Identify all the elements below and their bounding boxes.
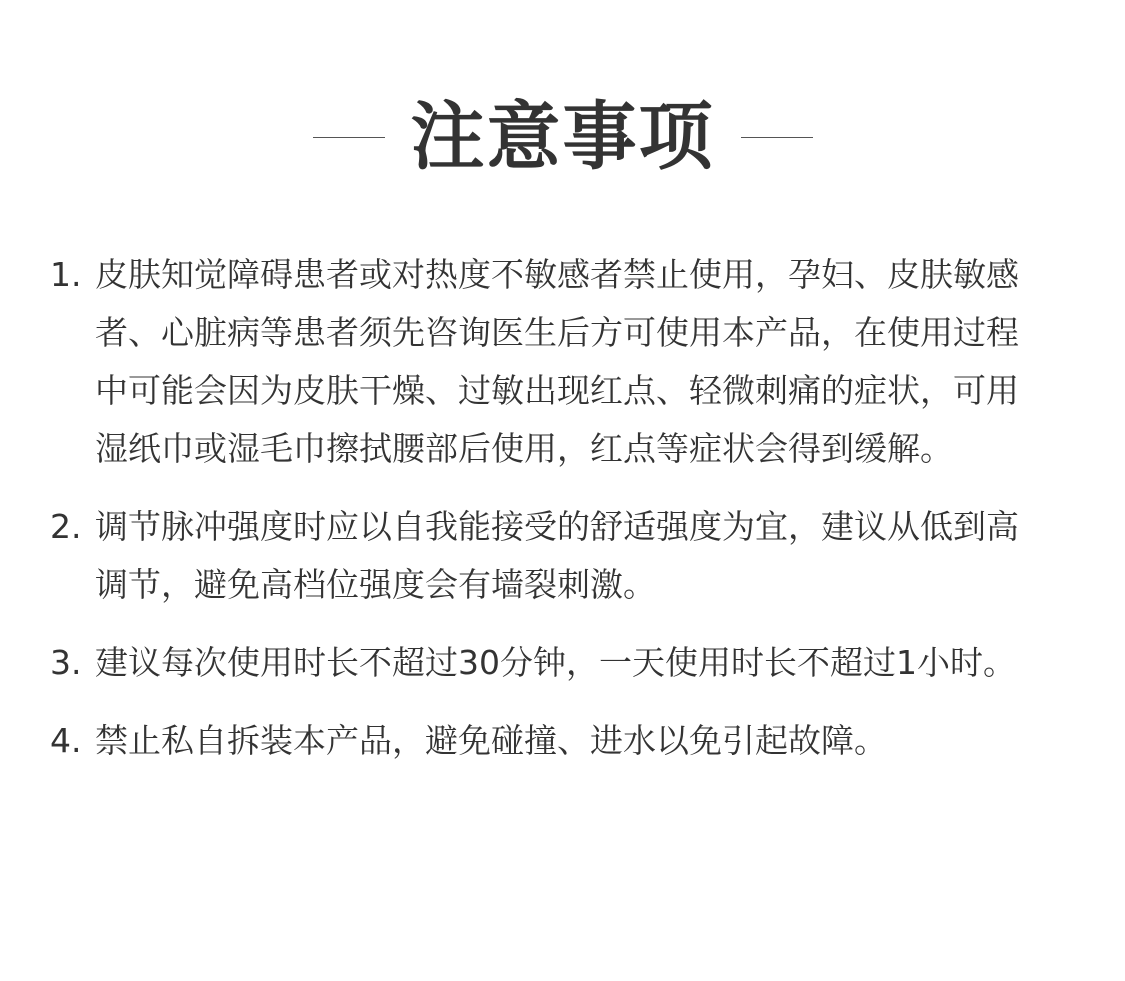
item-text: 建议每次使用时长不超过30分钟，一天使用时长不超过1小时。 (95, 643, 1016, 682)
title-rule-left (313, 137, 385, 138)
item-number: 4. (50, 721, 82, 760)
list-item (0, 712, 1125, 770)
item-text: 调节脉冲强度时应以自我能接受的舒适强度为宜，建议从低到高调节，避免高档位强度会有墙裂刺激。 (95, 507, 1019, 604)
item-text: 禁止私自拆装本产品，避免碰撞、进水以免引起故障。 (95, 721, 887, 760)
item-number: 2. (50, 507, 82, 546)
list-item (0, 246, 1125, 478)
list-item (0, 634, 1125, 692)
list-item (0, 498, 1125, 614)
item-number: 3. (50, 643, 82, 682)
title-rule-right (741, 137, 813, 138)
item-text: 皮肤知觉障碍患者或对热度不敏感者禁止使用，孕妇、皮肤敏感者、心脏病等患者须先咨询医生后方可使用本产品，在使用过程中可能会因为皮肤干燥、过敏出现红点、轻微刺痛的症状，可用湿纸巾或湿毛巾擦拭腰部后使用，红点等症状会得到缓解。 (95, 255, 1019, 468)
notes-list (0, 246, 1125, 790)
section-header (0, 92, 1125, 182)
page-title: 注意事项 (410, 94, 715, 180)
item-number: 1. (50, 255, 82, 294)
